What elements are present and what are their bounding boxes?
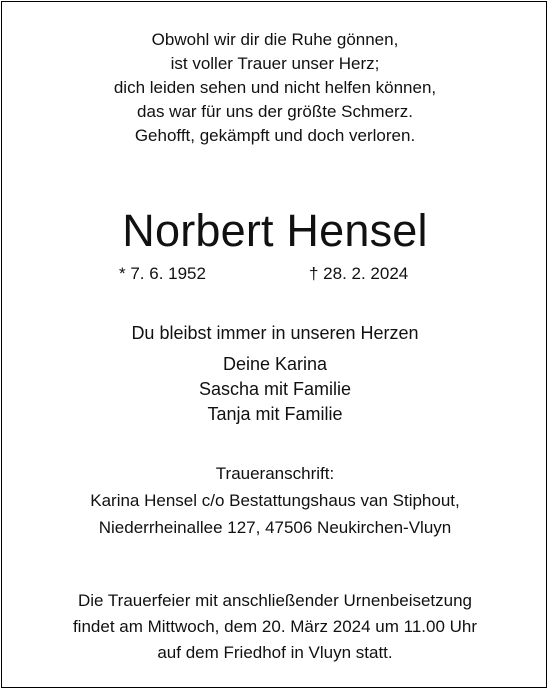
family-line: Sascha mit Familie xyxy=(198,379,352,399)
poem-line: dich leiden sehen und nicht helfen können, xyxy=(113,78,437,97)
ceremony-line: Die Trauerfeier mit anschließender Urnenbeisetzung xyxy=(77,591,473,610)
poem-line: ist voller Trauer unser Herz; xyxy=(170,54,380,73)
address-line: Karina Hensel c/o Bestattungshaus van Stiphout, xyxy=(90,491,460,510)
ceremony-line: auf dem Friedhof in Vluyn statt. xyxy=(157,643,393,662)
birth-date: * 7. 6. 1952 xyxy=(119,264,206,283)
poem-line: Gehofft, gekämpft und doch verloren. xyxy=(134,126,416,145)
address-line: Niederrheinallee 127, 47506 Neukirchen-Vluyn xyxy=(98,518,452,537)
poem-line: das war für uns der größte Schmerz. xyxy=(137,102,413,121)
family-line: Deine Karina xyxy=(222,354,328,374)
motto: Du bleibst immer in unseren Herzen xyxy=(131,323,419,343)
ceremony-line: findet am Mittwoch, dem 20. März 2024 um 11.00 Uhr xyxy=(72,617,478,636)
poem-line: Obwohl wir dir die Ruhe gönnen, xyxy=(151,30,399,49)
address-label: Traueranschrift: xyxy=(215,464,335,483)
death-date: † 28. 2. 2024 xyxy=(309,264,409,283)
poem xyxy=(0,28,550,148)
mourning-address xyxy=(0,460,550,541)
family-signatures xyxy=(0,352,550,427)
family-line: Tanja mit Familie xyxy=(207,404,343,424)
deceased-name: Norbert Hensel xyxy=(122,205,428,256)
ceremony-info xyxy=(0,588,550,666)
